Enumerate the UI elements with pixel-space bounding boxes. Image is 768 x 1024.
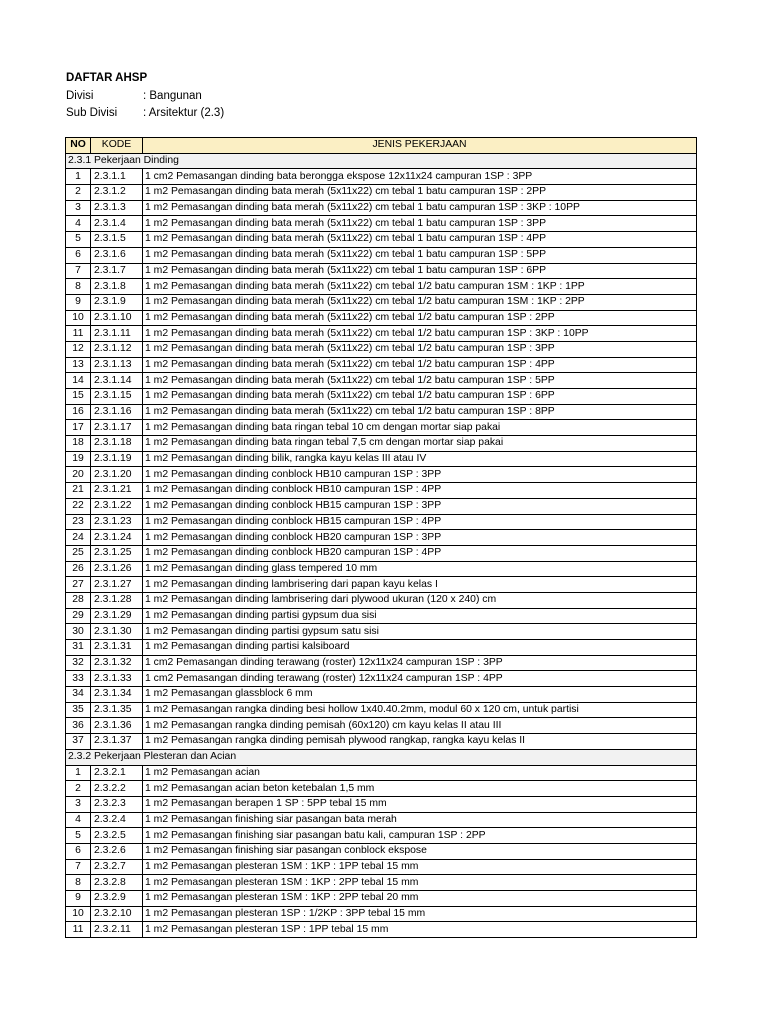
row-number: 28 — [66, 592, 91, 608]
row-code: 2.3.1.15 — [91, 389, 143, 405]
row-description: 1 m2 Pemasangan dinding bata merah (5x11x22) cm tebal 1 batu campuran 1SP : 3PP — [143, 216, 697, 232]
row-code: 2.3.1.32 — [91, 655, 143, 671]
row-code: 2.3.1.35 — [91, 702, 143, 718]
row-number: 7 — [66, 859, 91, 875]
row-code: 2.3.1.33 — [91, 671, 143, 687]
table-row — [66, 891, 697, 907]
row-code: 2.3.1.29 — [91, 608, 143, 624]
row-code: 2.3.2.2 — [91, 781, 143, 797]
table-row — [66, 687, 697, 703]
row-number: 12 — [66, 341, 91, 357]
table-row — [66, 530, 697, 546]
table-row — [66, 922, 697, 938]
section-title: 2.3.2 Pekerjaan Plesteran dan Acian — [66, 749, 697, 765]
row-number: 4 — [66, 216, 91, 232]
table-row — [66, 561, 697, 577]
row-code: 2.3.1.16 — [91, 404, 143, 420]
row-number: 9 — [66, 294, 91, 310]
row-number: 3 — [66, 796, 91, 812]
row-code: 2.3.1.8 — [91, 279, 143, 295]
table-row — [66, 216, 697, 232]
table-row — [66, 467, 697, 483]
row-description: 1 m2 Pemasangan dinding bata merah (5x11x22) cm tebal 1/2 batu campuran 1SM : 1KP : 1PP — [143, 279, 697, 295]
table-row — [66, 875, 697, 891]
row-number: 9 — [66, 891, 91, 907]
row-description: 1 m2 Pemasangan dinding bata merah (5x11x22) cm tebal 1 batu campuran 1SP : 4PP — [143, 232, 697, 248]
row-number: 22 — [66, 498, 91, 514]
row-number: 10 — [66, 906, 91, 922]
row-description: 1 m2 Pemasangan dinding partisi gypsum satu sisi — [143, 624, 697, 640]
ahsp-table — [65, 137, 697, 938]
divisi-value: : Bangunan — [143, 90, 202, 102]
table-row — [66, 718, 697, 734]
row-description: 1 m2 Pemasangan rangka dinding pemisah plywood rangkap, rangka kayu kelas II — [143, 734, 697, 750]
row-number: 5 — [66, 828, 91, 844]
row-number: 8 — [66, 875, 91, 891]
row-number: 14 — [66, 373, 91, 389]
row-description: 1 m2 Pemasangan dinding conblock HB20 campuran 1SP : 3PP — [143, 530, 697, 546]
row-code: 2.3.2.7 — [91, 859, 143, 875]
table-row — [66, 906, 697, 922]
table-row — [66, 592, 697, 608]
row-number: 17 — [66, 420, 91, 436]
row-code: 2.3.1.1 — [91, 169, 143, 185]
row-description: 1 cm2 Pemasangan dinding terawang (roster) 12x11x24 campuran 1SP : 3PP — [143, 655, 697, 671]
row-code: 2.3.1.30 — [91, 624, 143, 640]
section-title: 2.3.1 Pekerjaan Dinding — [66, 153, 697, 169]
column-header-jenis-pekerjaan: JENIS PEKERJAAN — [143, 138, 697, 154]
column-header-no: NO — [66, 138, 91, 154]
table-row — [66, 828, 697, 844]
row-number: 18 — [66, 436, 91, 452]
row-number: 19 — [66, 451, 91, 467]
row-code: 2.3.1.11 — [91, 326, 143, 342]
row-number: 25 — [66, 545, 91, 561]
table-row — [66, 326, 697, 342]
section-header-row — [66, 749, 697, 765]
table-row — [66, 655, 697, 671]
row-number: 33 — [66, 671, 91, 687]
row-description: 1 m2 Pemasangan dinding bata merah (5x11x22) cm tebal 1/2 batu campuran 1SP : 6PP — [143, 389, 697, 405]
row-description: 1 m2 Pemasangan finishing siar pasangan conblock ekspose — [143, 843, 697, 859]
row-description: 1 m2 Pemasangan dinding bata merah (5x11x22) cm tebal 1 batu campuran 1SP : 6PP — [143, 263, 697, 279]
row-code: 2.3.2.5 — [91, 828, 143, 844]
row-number: 16 — [66, 404, 91, 420]
document-title: DAFTAR AHSP — [66, 72, 148, 84]
row-description: 1 m2 Pemasangan plesteran 1SM : 1KP : 1PP tebal 15 mm — [143, 859, 697, 875]
row-description: 1 m2 Pemasangan dinding partisi kalsiboard — [143, 640, 697, 656]
row-code: 2.3.1.28 — [91, 592, 143, 608]
row-description: 1 m2 Pemasangan glassblock 6 mm — [143, 687, 697, 703]
row-description: 1 m2 Pemasangan acian beton ketebalan 1,5 mm — [143, 781, 697, 797]
table-row — [66, 389, 697, 405]
row-code: 2.3.2.8 — [91, 875, 143, 891]
row-code: 2.3.1.34 — [91, 687, 143, 703]
table-row — [66, 812, 697, 828]
row-description: 1 m2 Pemasangan dinding bata merah (5x11x22) cm tebal 1/2 batu campuran 1SM : 1KP : 2PP — [143, 294, 697, 310]
row-code: 2.3.1.22 — [91, 498, 143, 514]
table-row — [66, 436, 697, 452]
row-code: 2.3.1.21 — [91, 483, 143, 499]
row-number: 8 — [66, 279, 91, 295]
table-row — [66, 279, 697, 295]
row-description: 1 m2 Pemasangan plesteran 1SP : 1PP tebal 15 mm — [143, 922, 697, 938]
table-row — [66, 796, 697, 812]
row-description: 1 m2 Pemasangan plesteran 1SM : 1KP : 2PP tebal 20 mm — [143, 891, 697, 907]
table-row — [66, 734, 697, 750]
row-code: 2.3.1.10 — [91, 310, 143, 326]
subdivisi-value: : Arsitektur (2.3) — [143, 107, 225, 119]
table-row — [66, 185, 697, 201]
row-description: 1 m2 Pemasangan dinding bata merah (5x11x22) cm tebal 1/2 batu campuran 1SP : 3KP : 10PP — [143, 326, 697, 342]
row-description: 1 m2 Pemasangan dinding glass tempered 10 mm — [143, 561, 697, 577]
row-code: 2.3.1.19 — [91, 451, 143, 467]
row-description: 1 m2 Pemasangan dinding partisi gypsum dua sisi — [143, 608, 697, 624]
row-code: 2.3.1.6 — [91, 247, 143, 263]
row-number: 15 — [66, 389, 91, 405]
row-description: 1 m2 Pemasangan dinding bata merah (5x11x22) cm tebal 1/2 batu campuran 1SP : 8PP — [143, 404, 697, 420]
row-number: 5 — [66, 232, 91, 248]
row-number: 24 — [66, 530, 91, 546]
row-number: 7 — [66, 263, 91, 279]
row-code: 2.3.2.9 — [91, 891, 143, 907]
table-row — [66, 483, 697, 499]
table-row — [66, 577, 697, 593]
row-number: 37 — [66, 734, 91, 750]
table-row — [66, 232, 697, 248]
row-code: 2.3.1.12 — [91, 341, 143, 357]
row-description: 1 m2 Pemasangan dinding lambrisering dari papan kayu kelas I — [143, 577, 697, 593]
row-description: 1 m2 Pemasangan dinding bata ringan tebal 7,5 cm dengan mortar siap pakai — [143, 436, 697, 452]
row-description: 1 m2 Pemasangan rangka dinding pemisah (60x120) cm kayu kelas II atau III — [143, 718, 697, 734]
row-description: 1 m2 Pemasangan dinding bata ringan tebal 10 cm dengan mortar siap pakai — [143, 420, 697, 436]
row-code: 2.3.2.11 — [91, 922, 143, 938]
row-number: 4 — [66, 812, 91, 828]
row-code: 2.3.1.4 — [91, 216, 143, 232]
row-description: 1 m2 Pemasangan dinding conblock HB10 campuran 1SP : 3PP — [143, 467, 697, 483]
table-row — [66, 671, 697, 687]
row-description: 1 m2 Pemasangan dinding conblock HB20 campuran 1SP : 4PP — [143, 545, 697, 561]
table-row — [66, 357, 697, 373]
table-row — [66, 263, 697, 279]
row-code: 2.3.1.7 — [91, 263, 143, 279]
row-description: 1 m2 Pemasangan dinding bilik, rangka kayu kelas III atau IV — [143, 451, 697, 467]
table-header-row — [66, 138, 697, 154]
subdivisi-label: Sub Divisi — [66, 107, 118, 119]
table-row — [66, 545, 697, 561]
row-description: 1 m2 Pemasangan dinding conblock HB15 campuran 1SP : 3PP — [143, 498, 697, 514]
row-code: 2.3.1.36 — [91, 718, 143, 734]
row-number: 2 — [66, 185, 91, 201]
row-description: 1 m2 Pemasangan finishing siar pasangan batu kali, campuran 1SP : 2PP — [143, 828, 697, 844]
row-number: 34 — [66, 687, 91, 703]
row-number: 11 — [66, 326, 91, 342]
table-row — [66, 341, 697, 357]
row-number: 6 — [66, 843, 91, 859]
row-code: 2.3.2.3 — [91, 796, 143, 812]
table-row — [66, 404, 697, 420]
row-number: 13 — [66, 357, 91, 373]
row-description: 1 m2 Pemasangan rangka dinding besi hollow 1x40.40.2mm, modul 60 x 120 cm, untuk partisi — [143, 702, 697, 718]
table-row — [66, 765, 697, 781]
row-number: 27 — [66, 577, 91, 593]
table-row — [66, 702, 697, 718]
row-number: 29 — [66, 608, 91, 624]
row-code: 2.3.1.31 — [91, 640, 143, 656]
row-number: 32 — [66, 655, 91, 671]
table-row — [66, 420, 697, 436]
column-header-kode: KODE — [91, 138, 143, 154]
row-number: 10 — [66, 310, 91, 326]
table-row — [66, 859, 697, 875]
row-code: 2.3.1.20 — [91, 467, 143, 483]
divisi-label: Divisi — [66, 90, 94, 102]
row-description: 1 m2 Pemasangan dinding bata merah (5x11x22) cm tebal 1 batu campuran 1SP : 2PP — [143, 185, 697, 201]
row-description: 1 m2 Pemasangan acian — [143, 765, 697, 781]
row-code: 2.3.2.10 — [91, 906, 143, 922]
table-row — [66, 624, 697, 640]
row-number: 30 — [66, 624, 91, 640]
row-description: 1 m2 Pemasangan dinding lambrisering dari plywood ukuran (120 x 240) cm — [143, 592, 697, 608]
row-number: 35 — [66, 702, 91, 718]
row-code: 2.3.1.13 — [91, 357, 143, 373]
row-code: 2.3.1.2 — [91, 185, 143, 201]
row-number: 1 — [66, 169, 91, 185]
row-description: 1 cm2 Pemasangan dinding terawang (roster) 12x11x24 campuran 1SP : 4PP — [143, 671, 697, 687]
table-row — [66, 169, 697, 185]
row-number: 36 — [66, 718, 91, 734]
row-code: 2.3.1.9 — [91, 294, 143, 310]
row-description: 1 m2 Pemasangan dinding bata merah (5x11x22) cm tebal 1/2 batu campuran 1SP : 2PP — [143, 310, 697, 326]
row-description: 1 m2 Pemasangan berapen 1 SP : 5PP tebal 15 mm — [143, 796, 697, 812]
row-code: 2.3.1.18 — [91, 436, 143, 452]
row-code: 2.3.1.17 — [91, 420, 143, 436]
row-description: 1 m2 Pemasangan dinding bata merah (5x11x22) cm tebal 1 batu campuran 1SP : 3KP : 10PP — [143, 200, 697, 216]
row-number: 31 — [66, 640, 91, 656]
row-code: 2.3.1.5 — [91, 232, 143, 248]
row-description: 1 m2 Pemasangan plesteran 1SM : 1KP : 2PP tebal 15 mm — [143, 875, 697, 891]
row-description: 1 cm2 Pemasangan dinding bata berongga ekspose 12x11x24 campuran 1SP : 3PP — [143, 169, 697, 185]
table-row — [66, 640, 697, 656]
row-code: 2.3.1.25 — [91, 545, 143, 561]
row-description: 1 m2 Pemasangan dinding bata merah (5x11x22) cm tebal 1/2 batu campuran 1SP : 5PP — [143, 373, 697, 389]
section-header-row — [66, 153, 697, 169]
row-code: 2.3.1.23 — [91, 514, 143, 530]
row-code: 2.3.1.14 — [91, 373, 143, 389]
row-code: 2.3.1.3 — [91, 200, 143, 216]
table-row — [66, 373, 697, 389]
row-description: 1 m2 Pemasangan plesteran 1SP : 1/2KP : 3PP tebal 15 mm — [143, 906, 697, 922]
table-row — [66, 200, 697, 216]
row-code: 2.3.2.4 — [91, 812, 143, 828]
table-row — [66, 608, 697, 624]
row-description: 1 m2 Pemasangan dinding bata merah (5x11x22) cm tebal 1/2 batu campuran 1SP : 3PP — [143, 341, 697, 357]
row-code: 2.3.1.37 — [91, 734, 143, 750]
row-description: 1 m2 Pemasangan dinding bata merah (5x11x22) cm tebal 1 batu campuran 1SP : 5PP — [143, 247, 697, 263]
row-code: 2.3.1.24 — [91, 530, 143, 546]
table-row — [66, 843, 697, 859]
row-description: 1 m2 Pemasangan dinding bata merah (5x11x22) cm tebal 1/2 batu campuran 1SP : 4PP — [143, 357, 697, 373]
row-number: 2 — [66, 781, 91, 797]
row-number: 1 — [66, 765, 91, 781]
table-row — [66, 294, 697, 310]
table-body — [66, 153, 697, 937]
row-description: 1 m2 Pemasangan finishing siar pasangan bata merah — [143, 812, 697, 828]
row-code: 2.3.1.26 — [91, 561, 143, 577]
table-row — [66, 498, 697, 514]
row-description: 1 m2 Pemasangan dinding conblock HB15 campuran 1SP : 4PP — [143, 514, 697, 530]
row-code: 2.3.2.6 — [91, 843, 143, 859]
row-number: 3 — [66, 200, 91, 216]
table-row — [66, 451, 697, 467]
row-number: 20 — [66, 467, 91, 483]
row-number: 11 — [66, 922, 91, 938]
row-code: 2.3.1.27 — [91, 577, 143, 593]
row-code: 2.3.2.1 — [91, 765, 143, 781]
table-row — [66, 310, 697, 326]
table-row — [66, 781, 697, 797]
table-row — [66, 514, 697, 530]
row-number: 26 — [66, 561, 91, 577]
row-number: 6 — [66, 247, 91, 263]
row-number: 21 — [66, 483, 91, 499]
table-row — [66, 247, 697, 263]
row-description: 1 m2 Pemasangan dinding conblock HB10 campuran 1SP : 4PP — [143, 483, 697, 499]
row-number: 23 — [66, 514, 91, 530]
